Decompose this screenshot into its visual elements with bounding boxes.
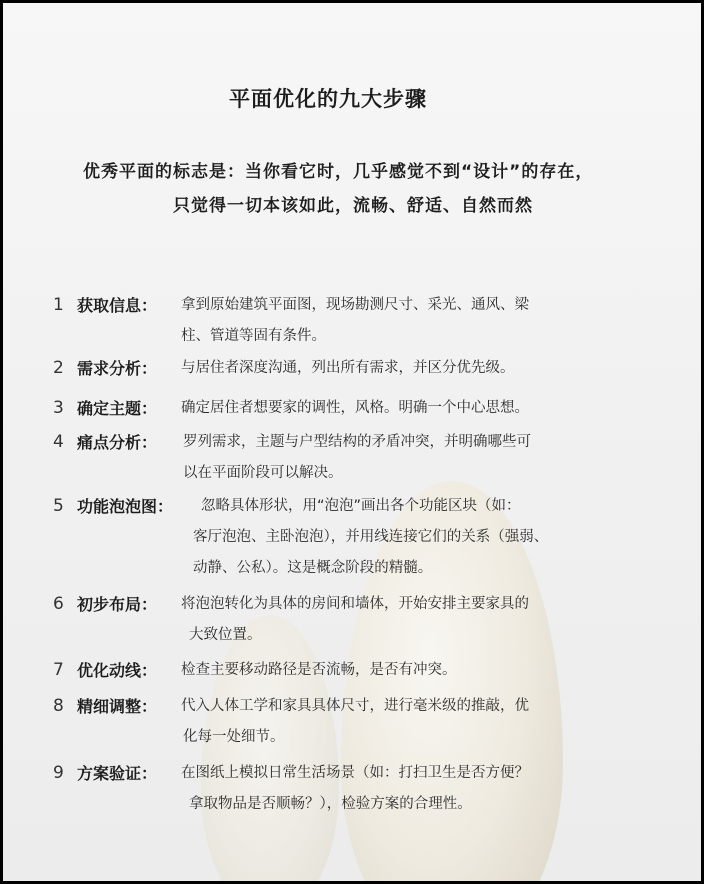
step-name: 需求分析： [77,359,158,378]
step-number: 7 [53,660,64,680]
step-number: 2 [53,358,64,378]
step-number: 4 [53,432,64,452]
step-description: 拿到原始建筑平面图，现场勘测尺寸、采光、通风、梁 [181,297,529,313]
intro-line-1: 优秀平面的标志是：当你看它时，几乎感觉不到“设计”的存在， [83,162,594,182]
infographic-card [3,3,701,881]
step-name: 获取信息： [77,296,158,315]
step-description: 以在平面阶段可以解决。 [183,465,343,481]
intro-line-2: 只觉得一切本该如此，流畅、舒适、自然而然 [173,196,533,216]
step-name: 优化动线： [77,661,158,680]
step-number: 8 [53,696,64,716]
step-description: 拿取物品是否顺畅？），检验方案的合理性。 [189,796,472,812]
step-name: 功能泡泡图： [77,497,174,516]
step-number: 1 [53,295,64,315]
step-description: 动静、公私）。这是概念阶段的精髓。 [193,560,433,576]
step-description: 化每一处细节。 [183,729,285,745]
step-description: 将泡泡转化为具体的房间和墙体，开始安排主要家具的 [181,596,529,612]
step-number: 6 [53,594,64,614]
step-number: 5 [53,496,64,516]
step-description: 在图纸上模拟日常生活场景（如：打扫卫生是否方便？ [181,765,529,781]
step-name: 初步布局： [77,595,158,614]
step-description: 与居住者深度沟通，列出所有需求，并区分优先级。 [181,360,515,376]
step-number: 9 [53,763,64,783]
step-name: 精细调整： [77,697,158,716]
step-description: 检查主要移动路径是否流畅，是否有冲突。 [181,662,457,678]
step-description: 忽略具体形状，用“泡泡”画出各个功能区块（如： [201,498,521,514]
step-name: 方案验证： [77,764,158,783]
step-number: 3 [53,398,64,418]
step-description: 罗列需求，主题与户型结构的矛盾冲突，并明确哪些可 [183,434,531,450]
step-description: 确定居住者想要家的调性，风格。明确一个中心思想。 [181,400,529,416]
step-description: 代入人体工学和家具具体尺寸，进行毫米级的推敲，优 [181,698,529,714]
step-description: 柱、管道等固有条件。 [181,328,326,344]
page-title: 平面优化的九大步骤 [229,87,427,111]
step-name: 确定主题： [77,399,158,418]
step-name: 痛点分析： [77,433,158,452]
step-description: 大致位置。 [189,627,262,643]
step-description: 客厅泡泡、主卧泡泡），并用线连接它们的关系（强弱、 [193,529,549,545]
